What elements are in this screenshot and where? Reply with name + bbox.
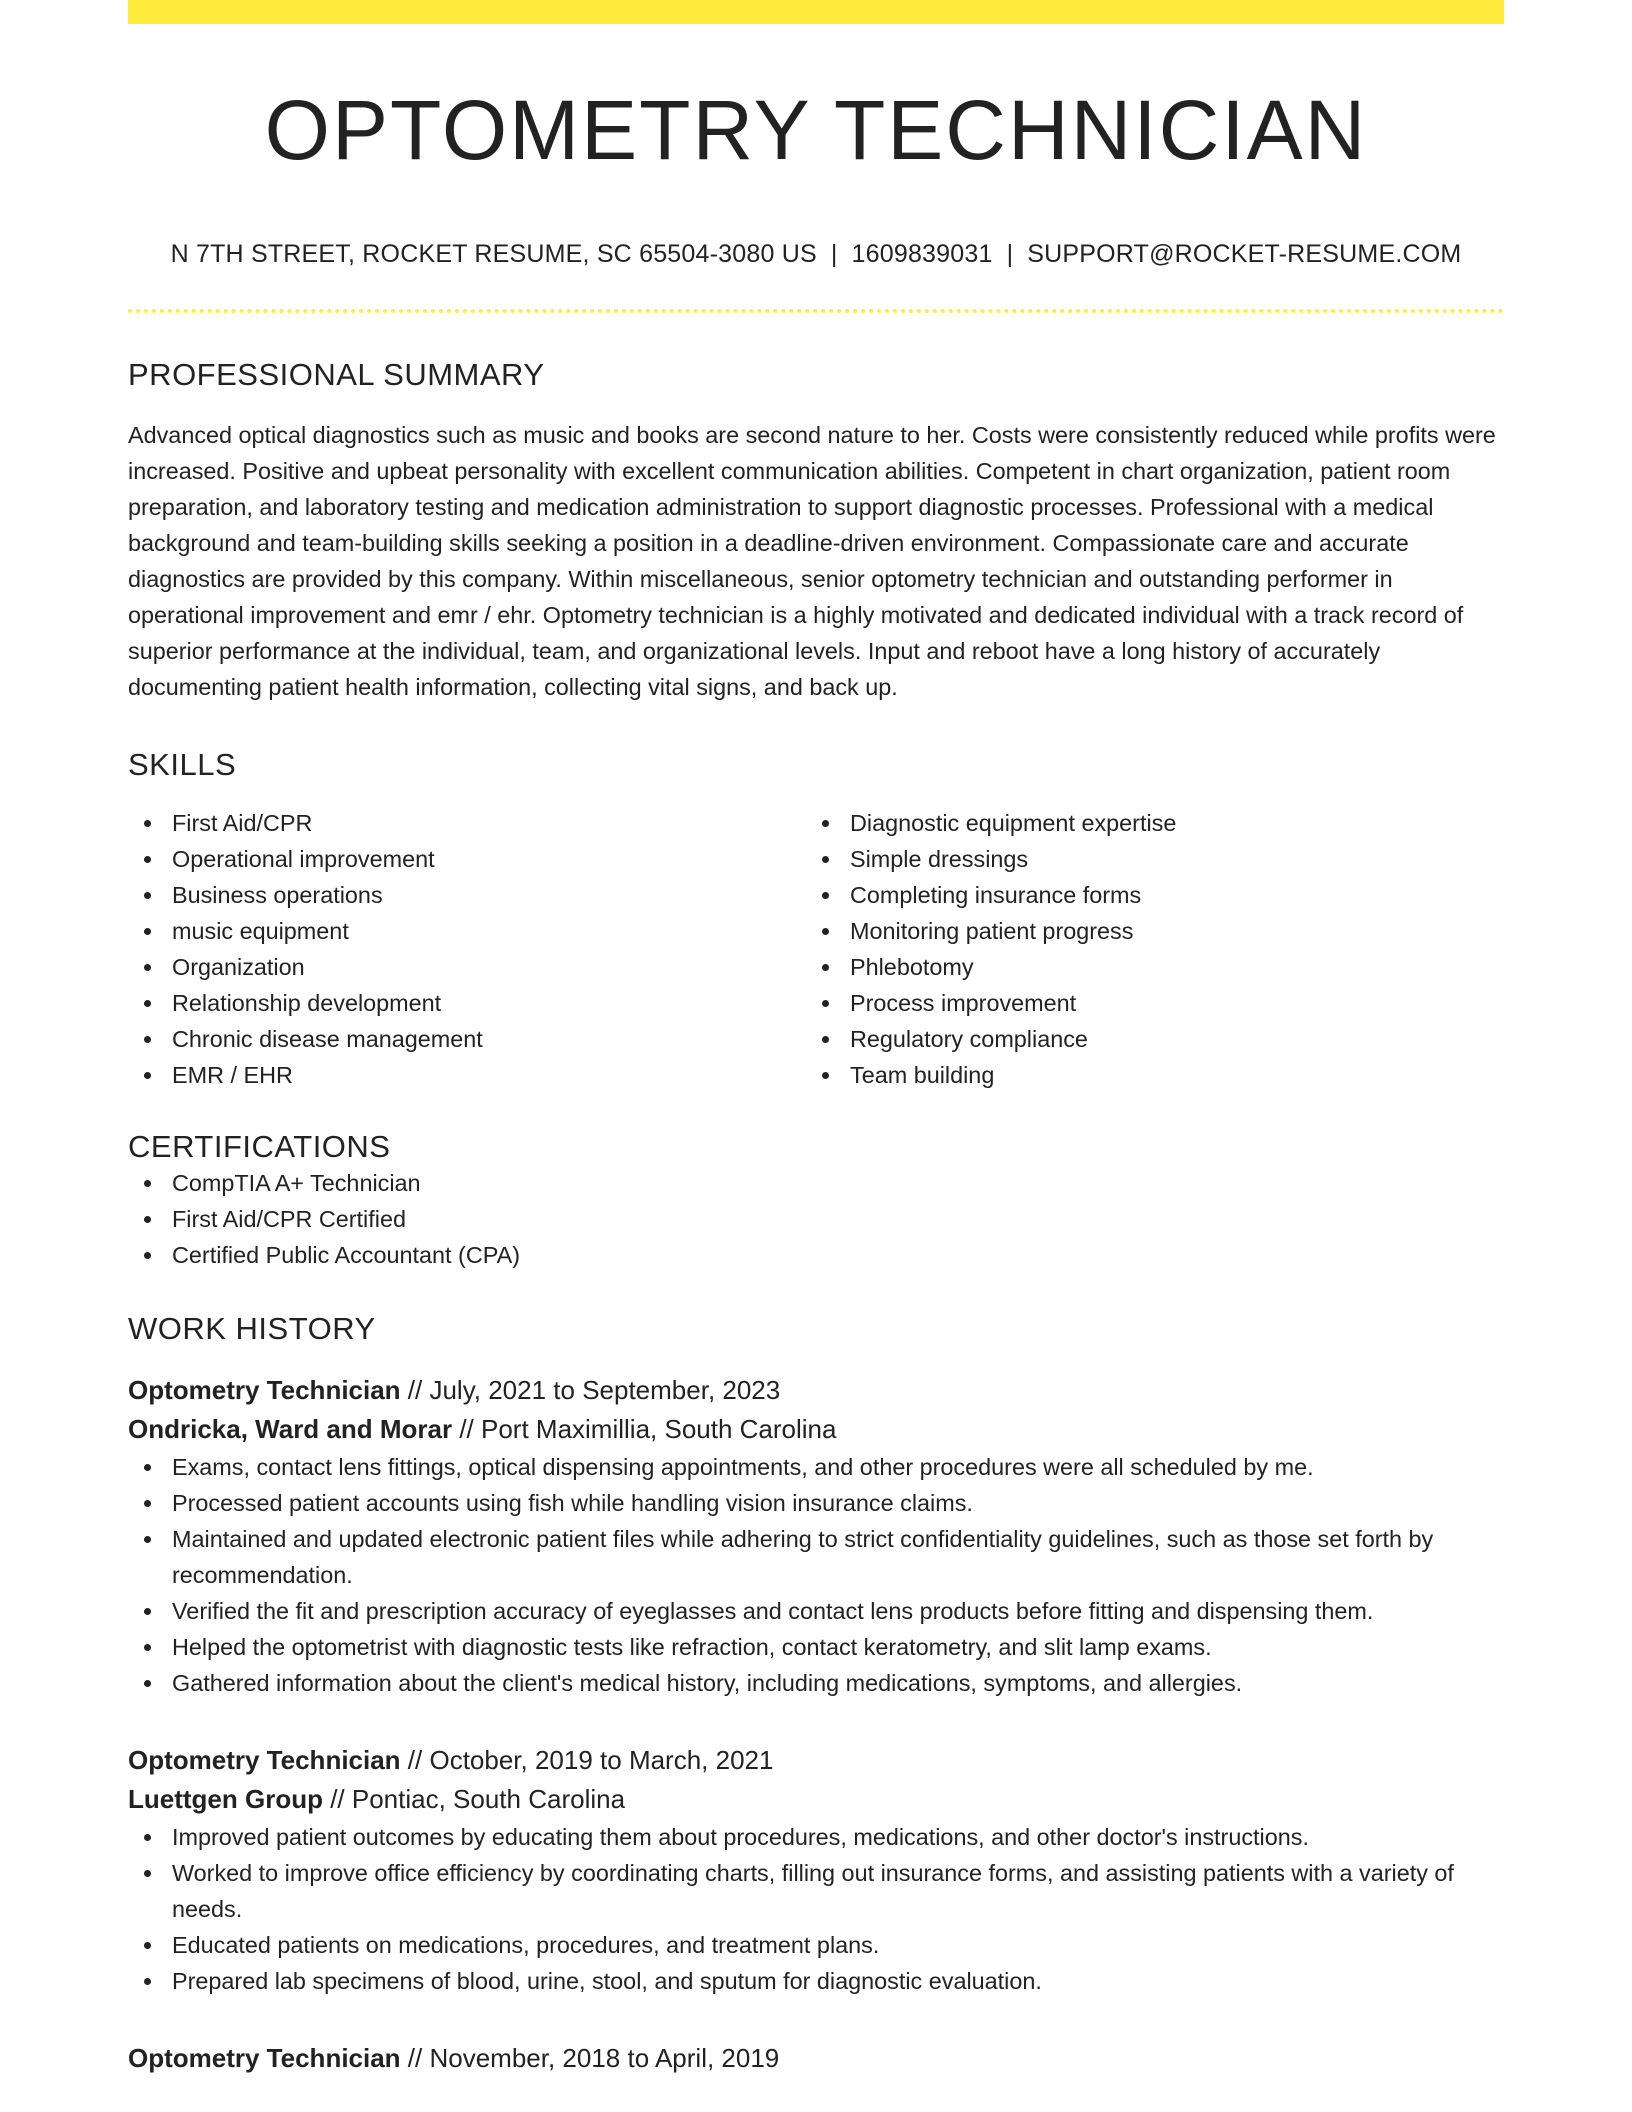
bullet-icon [144,1870,151,1877]
job-bullet: Worked to improve office efficiency by coordinating charts, filling out insurance forms, and assisting patients with a variety of needs. [128,1855,1504,1927]
job-bullet: Educated patients on medications, procedures, and treatment plans. [128,1927,1504,1963]
job-role: Optometry Technician [128,2043,401,2074]
skills-list-right [806,805,1484,1093]
job-role: Optometry Technician [128,1375,401,1406]
dotted-divider [128,309,1504,313]
bullet-icon [144,1680,151,1687]
skills-column-right [806,805,1484,1093]
bullet-icon [822,820,829,827]
skill-item: Chronic disease management [128,1021,806,1057]
skill-item: Organization [128,949,806,985]
skill-item: EMR / EHR [128,1057,806,1093]
job-dates: // July, 2021 to September, 2023 [400,1375,781,1406]
resume-name: OPTOMETRY TECHNICIAN [264,83,1368,177]
job-role-line [128,1741,1504,1780]
skill-item: Business operations [128,877,806,913]
bullet-icon [144,928,151,935]
job-bullet: Gathered information about the client's medical history, including medications, symptoms, and allergies. [128,1665,1504,1701]
bullet-icon [144,1834,151,1841]
certification-item: First Aid/CPR Certified [128,1201,1504,1237]
bullet-icon [144,892,151,899]
job-company-line [128,1410,1504,1449]
bullet-icon [144,1500,151,1507]
certifications-list [128,1165,1504,1273]
contact-separator: | [1006,240,1014,269]
bullet-icon [822,964,829,971]
contact-line [128,240,1504,269]
job-location: // Port Maximillia, South Carolina [452,1414,837,1445]
job-role: Optometry Technician [128,1745,401,1776]
skill-item: Relationship development [128,985,806,1021]
skill-item: Team building [806,1057,1484,1093]
certifications-heading: CERTIFICATIONS [128,1129,391,1165]
job-company: Luettgen Group [128,1784,323,1815]
skills-columns [128,805,1504,1093]
bullet-icon [144,1608,151,1615]
job-bullet: Processed patient accounts using fish while handling vision insurance claims. [128,1485,1504,1521]
job-company-line [128,1780,1504,1819]
bullet-icon [144,964,151,971]
skill-item: First Aid/CPR [128,805,806,841]
contact-phone: 1609839031 [851,240,993,269]
bullet-icon [822,856,829,863]
bullet-icon [144,1072,151,1079]
skill-item: music equipment [128,913,806,949]
job-bullet: Maintained and updated electronic patient files while adhering to strict confidentiality guidelines, such as those set forth by recommendation. [128,1521,1504,1593]
skills-list-left [128,805,806,1093]
bullet-icon [144,1536,151,1543]
bullet-icon [822,1000,829,1007]
bullet-icon [144,1000,151,1007]
job-location: // Pontiac, South Carolina [322,1784,626,1815]
job-entry [128,1741,1504,1999]
job-bullet: Prepared lab specimens of blood, urine, stool, and sputum for diagnostic evaluation. [128,1963,1504,1999]
summary-heading: PROFESSIONAL SUMMARY [128,357,545,393]
skill-item: Phlebotomy [806,949,1484,985]
skills-column-left [128,805,806,1093]
contact-email: SUPPORT@ROCKET-RESUME.COM [1027,240,1462,269]
resume-page [128,0,1504,2078]
contact-separator: | [830,240,838,269]
bullet-icon [144,1942,151,1949]
bullet-icon [822,1036,829,1043]
skill-item: Completing insurance forms [806,877,1484,913]
summary-text: Advanced optical diagnostics such as music and books are second nature to her. Costs were consistently reduced while profits were increased. Positive and upbeat personality with excellent communication abilities. Competent in chart organization, patient room preparation, and laboratory testing and medication administration to support diagnostic processes. Professional with a medical background and team-building skills seeking a position in a deadline-driven environment. Compassionate care and accurate diagnostics are provided by this company. Within miscellaneous, senior optometry technician and outstanding performer in operational improvement and emr / ehr. Optometry technician is a highly motivated and dedicated individual with a track record of superior performance at the individual, team, and organizational levels. Input and reboot have a long history of accurately documenting patient health information, collecting vital signs, and back up. [128,422,1496,701]
skill-item: Monitoring patient progress [806,913,1484,949]
bullet-icon [144,1216,151,1223]
bullet-icon [822,892,829,899]
contact-address: N 7TH STREET, ROCKET RESUME, SC 65504-3080 US [170,240,817,269]
job-bullet: Verified the fit and prescription accuracy of eyeglasses and contact lens products before fitting and dispensing them. [128,1593,1504,1629]
job-dates: // November, 2018 to April, 2019 [400,2043,780,2074]
skill-item: Simple dressings [806,841,1484,877]
bullet-icon [144,1252,151,1259]
job-bullet: Exams, contact lens fittings, optical dispensing appointments, and other procedures were all scheduled by me. [128,1449,1504,1485]
job-role-line [128,2039,1504,2078]
job-entry [128,2039,1504,2078]
job-bullets [128,1449,1504,1701]
job-entry [128,1371,1504,1701]
bullet-icon [144,1978,151,1985]
work-history-heading: WORK HISTORY [128,1311,376,1347]
certification-item: CompTIA A+ Technician [128,1165,1504,1201]
job-bullet: Improved patient outcomes by educating them about procedures, medications, and other doctor's instructions. [128,1819,1504,1855]
accent-top-bar [128,0,1504,24]
skill-item: Regulatory compliance [806,1021,1484,1057]
job-company: Ondricka, Ward and Morar [128,1414,453,1445]
skill-item: Diagnostic equipment expertise [806,805,1484,841]
bullet-icon [144,1180,151,1187]
bullet-icon [822,1072,829,1079]
skills-heading: SKILLS [128,747,237,783]
bullet-icon [822,928,829,935]
bullet-icon [144,1464,151,1471]
job-bullet: Helped the optometrist with diagnostic tests like refraction, contact keratometry, and slit lamp exams. [128,1629,1504,1665]
job-dates: // October, 2019 to March, 2021 [400,1745,774,1776]
certification-item: Certified Public Accountant (CPA) [128,1237,1504,1273]
bullet-icon [144,1644,151,1651]
bullet-icon [144,1036,151,1043]
skill-item: Operational improvement [128,841,806,877]
job-role-line [128,1371,1504,1410]
skill-item: Process improvement [806,985,1484,1021]
job-bullets [128,1819,1504,1999]
bullet-icon [144,820,151,827]
bullet-icon [144,856,151,863]
